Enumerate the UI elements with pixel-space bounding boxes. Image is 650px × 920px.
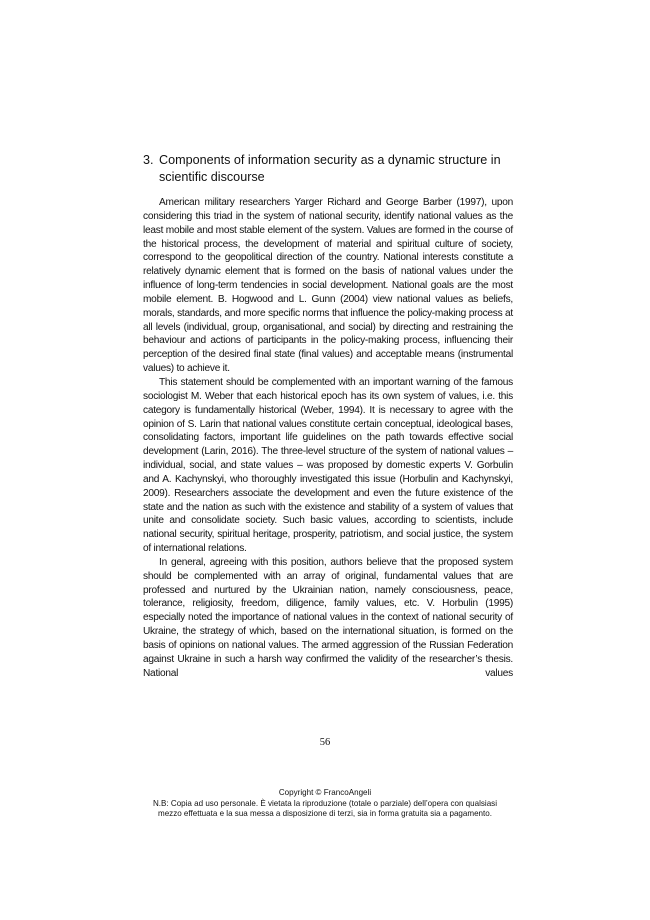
paragraph-1: American military researchers Yarger Richard and George Barber (1997), upon considering this triad in the system of national security, identify national values as the least mobile and most stable element of the system. Values are formed in the course of the historical process, the development of material and spiritual culture of society, correspond to the geopolitical direction of the country. National interests constitute a relatively dynamic element that is formed on the basis of national values under the influence of long-term tendencies in social development. National goals are the most mobile element. B. Hogwood and L. Gunn (2004) view national values as beliefs, morals, standards, and more specific norms that influence the policy-making process at all levels (individual, group, organisational, and social) by directing and restraining the behaviour and actions of participants in the policy-making process, influencing their perception of the desired final state (final values) and acceptable means (instrumental values) to achieve it. bbox=[143, 197, 513, 375]
section-title: Components of information security as a dynamic structure in scientific discourse bbox=[159, 153, 501, 184]
notice-line-1: N.B: Copia ad uso personale. È vietata la riproduzione (totale o parziale) dell’opera con qualsiasi bbox=[153, 798, 497, 808]
copyright-line: Copyright © FrancoAngeli bbox=[278, 788, 372, 797]
notice-line-2: mezzo effettuata e la sua messa a disposizione di terzi, sia in forma gratuita sia a pagamento. bbox=[158, 809, 492, 819]
paragraph-2: This statement should be complemented with an important warning of the famous sociologist M. Weber that each historical epoch has its own system of values, i.e. this category is fundamentally historical (Weber, 1994). It is necessary to agree with the opinion of S. Larin that national values constitute certain conceptual, ideological bases, consolidating factors, important life guidelines on the path towards effective social development (Larin, 2016). The three-level structure of the system of national values – individual, social, and state values – was proposed by domestic experts V. Gorbulin and A. Kachynskyi, who thoroughly investigated this issue (Horbulin and Kachynskyi, 2009). Researchers associate the development and even the future existence of the state and the nation as such with the existence and stability of a system of values that unite and consolidate society. Such basic values, according to scientists, include national security, spiritual heritage, prosperity, patriotism, and social justice, the system of international relations. bbox=[143, 376, 513, 555]
copyright-footer bbox=[0, 788, 650, 820]
page-number: 56 bbox=[319, 737, 331, 748]
section-heading bbox=[143, 152, 513, 186]
paragraph-3: In general, agreeing with this position, authors believe that the proposed system should be complemented with an array of original, fundamental values that are professed and nurtured by the Ukrainian nation, namely consciousness, peace, tolerance, religiosity, freedom, diligence, family values, etc. V. Horbulin (1995) especially noted the importance of national values in the context of national security of Ukraine, the strategy of which, based on the international situation, is formed on the basis of opinions on national values. The armed aggression of the Russian Federation against Ukraine in such a harsh way confirmed the validity of the researcher’s thesis. National values bbox=[143, 556, 513, 679]
section-number: 3. bbox=[143, 153, 154, 167]
body-text bbox=[143, 196, 513, 681]
